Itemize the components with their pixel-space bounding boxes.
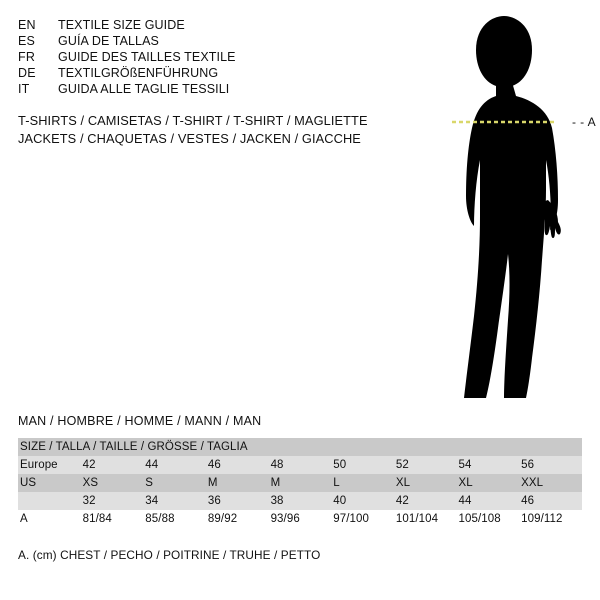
cell: XL — [394, 474, 457, 492]
garment-type-jackets: JACKETS / CHAQUETAS / VESTES / JACKEN / GIACCHE — [18, 131, 361, 146]
cell: 46 — [206, 456, 269, 474]
cell: M — [269, 474, 332, 492]
language-code: DE — [18, 66, 36, 80]
cell: 89/92 — [206, 510, 269, 528]
cell: 42 — [394, 492, 457, 510]
cell: 109/112 — [519, 510, 582, 528]
language-row — [18, 34, 378, 48]
language-row — [18, 66, 378, 80]
cell: 93/96 — [269, 510, 332, 528]
row-label: Europe — [18, 456, 81, 474]
table-row — [18, 456, 582, 474]
cell: S — [143, 474, 206, 492]
measure-letter: A — [587, 115, 597, 129]
language-code: IT — [18, 82, 30, 96]
cell: 81/84 — [81, 510, 144, 528]
row-label: A — [18, 510, 81, 528]
man-silhouette-icon — [408, 10, 598, 410]
cell: 54 — [456, 456, 519, 474]
cell: 44 — [456, 492, 519, 510]
cell: XXL — [519, 474, 582, 492]
garment-type-list — [18, 113, 418, 149]
table-row — [18, 492, 582, 510]
cell: 38 — [269, 492, 332, 510]
measure-label-a — [572, 115, 596, 129]
language-code: EN — [18, 18, 36, 32]
language-row — [18, 50, 378, 64]
language-row — [18, 18, 378, 32]
cell: XS — [81, 474, 144, 492]
cell: 42 — [81, 456, 144, 474]
cell: 46 — [519, 492, 582, 510]
table-row — [18, 474, 582, 492]
cell: 34 — [143, 492, 206, 510]
language-code: FR — [18, 50, 36, 64]
cell: 40 — [331, 492, 394, 510]
row-label — [18, 492, 81, 510]
language-title: GUÍA DE TALLAS — [58, 34, 159, 48]
cell: 56 — [519, 456, 582, 474]
cell: XL — [456, 474, 519, 492]
cell: 85/88 — [143, 510, 206, 528]
section-title-man: MAN / HOMBRE / HOMME / MANN / MAN — [18, 414, 262, 428]
cell: 105/108 — [456, 510, 519, 528]
language-list — [18, 18, 378, 98]
cell: 44 — [143, 456, 206, 474]
language-row — [18, 82, 378, 96]
row-label: US — [18, 474, 81, 492]
language-title: TEXTILE SIZE GUIDE — [58, 18, 185, 32]
language-title: GUIDA ALLE TAGLIE TESSILI — [58, 82, 230, 96]
garment-type-tshirts: T-SHIRTS / CAMISETAS / T-SHIRT / T-SHIRT / MAGLIETTE — [18, 113, 368, 128]
footnote-chest: A. (cm) CHEST / PECHO / POITRINE / TRUHE / PETTO — [18, 548, 321, 562]
cell: 50 — [331, 456, 394, 474]
cell: L — [331, 474, 394, 492]
cell: 101/104 — [394, 510, 457, 528]
table-header-row — [18, 438, 582, 456]
cell: 48 — [269, 456, 332, 474]
size-table — [18, 438, 582, 528]
cell: 32 — [81, 492, 144, 510]
cell: 97/100 — [331, 510, 394, 528]
table-row — [18, 510, 582, 528]
measure-dash: - - — [572, 115, 585, 129]
body-silhouette-figure — [408, 10, 598, 410]
cell: 36 — [206, 492, 269, 510]
language-title: GUIDE DES TAILLES TEXTILE — [58, 50, 236, 64]
language-code: ES — [18, 34, 36, 48]
table-header-label: SIZE / TALLA / TAILLE / GRÖSSE / TAGLIA — [18, 438, 582, 456]
cell: 52 — [394, 456, 457, 474]
cell: M — [206, 474, 269, 492]
language-title: TEXTILGRÖßENFÜHRUNG — [58, 66, 219, 80]
